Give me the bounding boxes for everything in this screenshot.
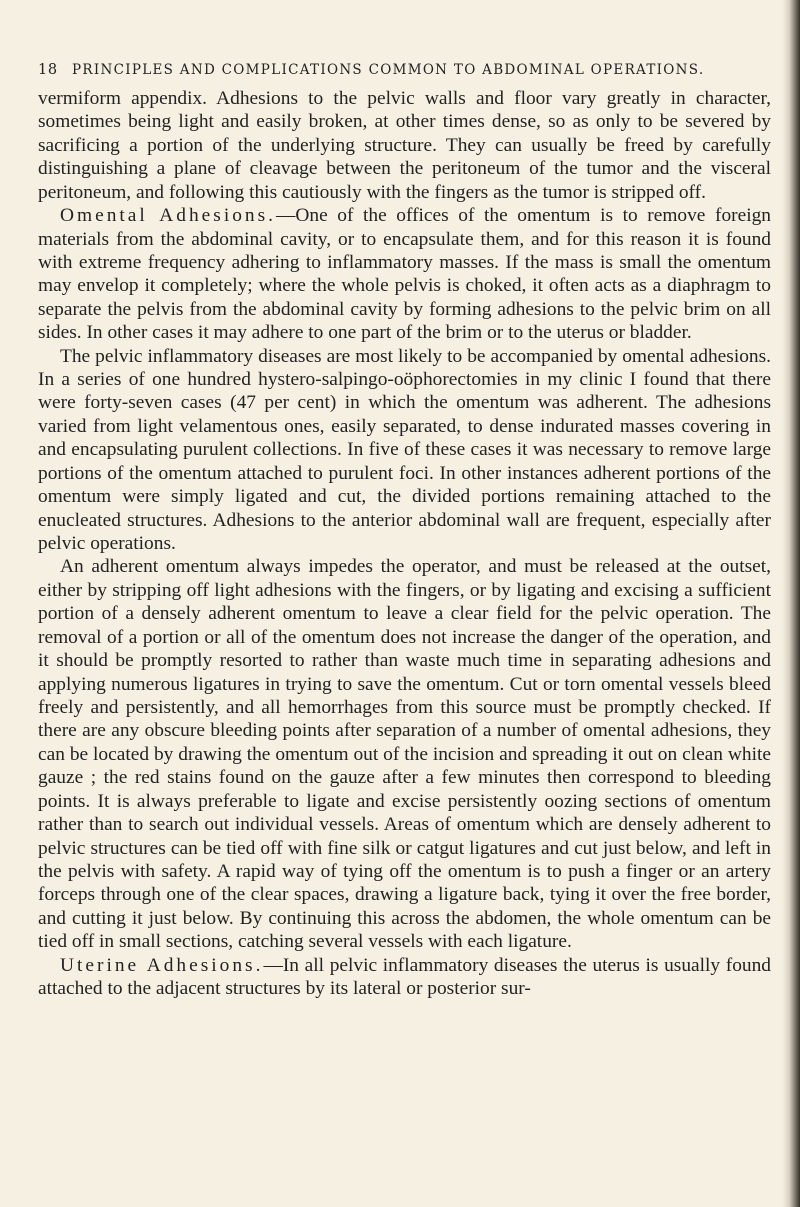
paragraph: The pelvic inflammatory diseases are most likely to be accompanied by omental adhesions. In a series of one hundred hystero-salpingo-oöphorectomies in my clinic I found that there were forty-seven cases (47 per cent) in which the omentum was adherent. The adhesions varied from light velamentous ones, easily separated, to dense indurated masses covering in and encapsulating purulent collections. In five of these cases it was necessary to remove large portions of the omentum attached to purulent foci. In other instances adherent portions of the omentum were simply ligated and cut, the divided portions remaining attached to the enucleated structures. Adhesions to the anterior abdominal wall are frequent, especially after pelvic operations. xyxy=(38,345,771,555)
running-title: PRINCIPLES AND COMPLICATIONS COMMON TO ABDOMINAL OPERATIONS. xyxy=(72,62,705,78)
paragraph xyxy=(38,204,771,345)
paragraph-text: —In all pelvic inflammatory diseases the uterus is usually found attached to the adjacent structures by its lateral or posterior sur- xyxy=(38,954,771,1000)
paragraph: An adherent omentum always impedes the operator, and must be released at the outset, either by stripping off light adhesions with the fingers, or by ligating and excising a sufficient portion of a densely adherent omentum to leave a clear field for the pelvic operation. The removal of a portion or all of the omentum does not increase the danger of the operation, and it should be promptly resorted to rather than waste much time in separating adhesions and applying numerous ligatures in trying to save the omentum. Cut or torn omental vessels bleed freely and persistently, and all hemorrhages from this source must be promptly checked. If there are any obscure bleeding points after separation of a number of omental adhesions, they can be located by drawing the omentum out of the incision and spreading it out on clean white gauze ; the red stains found on the gauze after a few minutes then correspond to bleeding points. It is always preferable to ligate and excise persistently oozing sections of omentum rather than to search out individual vessels. Areas of omentum which are densely adherent to pelvic structures can be tied off with fine silk or catgut ligatures and cut just below, and left in the pelvis with safety. A rapid way of tying off the omentum is to push a finger or an artery forceps through one of the clear spaces, drawing a ligature back, tying it over the free border, and cutting it just below. By continuing this across the abdomen, the whole omentum can be tied off in small sections, catching several vessels with each ligature. xyxy=(38,556,771,953)
paragraph: vermiform appendix. Adhesions to the pelvic walls and floor vary greatly in character, sometimes being light and easily broken, at other times dense, so as only to be severed by sacrificing a portion of the underlying structure. They can usually be freed by carefully distinguishing a plane of cleavage between the peritoneum of the tumor and the visceral peritoneum, and following this cautiously with the fingers as the tumor is stripped off. xyxy=(38,88,771,203)
page-header xyxy=(38,62,778,78)
paragraph-text: —One of the offices of the omentum is to remove foreign materials from the abdominal cavity, or to encapsulate them, and for this reason it is found with extreme frequency adhering to inflammatory masses. If the mass is small the omentum may envelop it completely; where the whole pelvis is choked, it often acts as a diaphragm to separate the pelvis from the abdominal cavity by forming adhesions to the pelvic brim on all sides. In other cases it may adhere to one part of the brim or to the uterus or bladder. xyxy=(38,205,771,344)
page-number: 18 xyxy=(38,62,58,78)
page-edge-shadow xyxy=(782,0,800,1207)
paragraph xyxy=(38,954,771,1001)
section-heading-omental-adhesions: Omental Adhesions. xyxy=(60,205,276,227)
body-text xyxy=(38,87,771,1000)
section-heading-uterine-adhesions: Uterine Adhesions. xyxy=(60,954,264,976)
